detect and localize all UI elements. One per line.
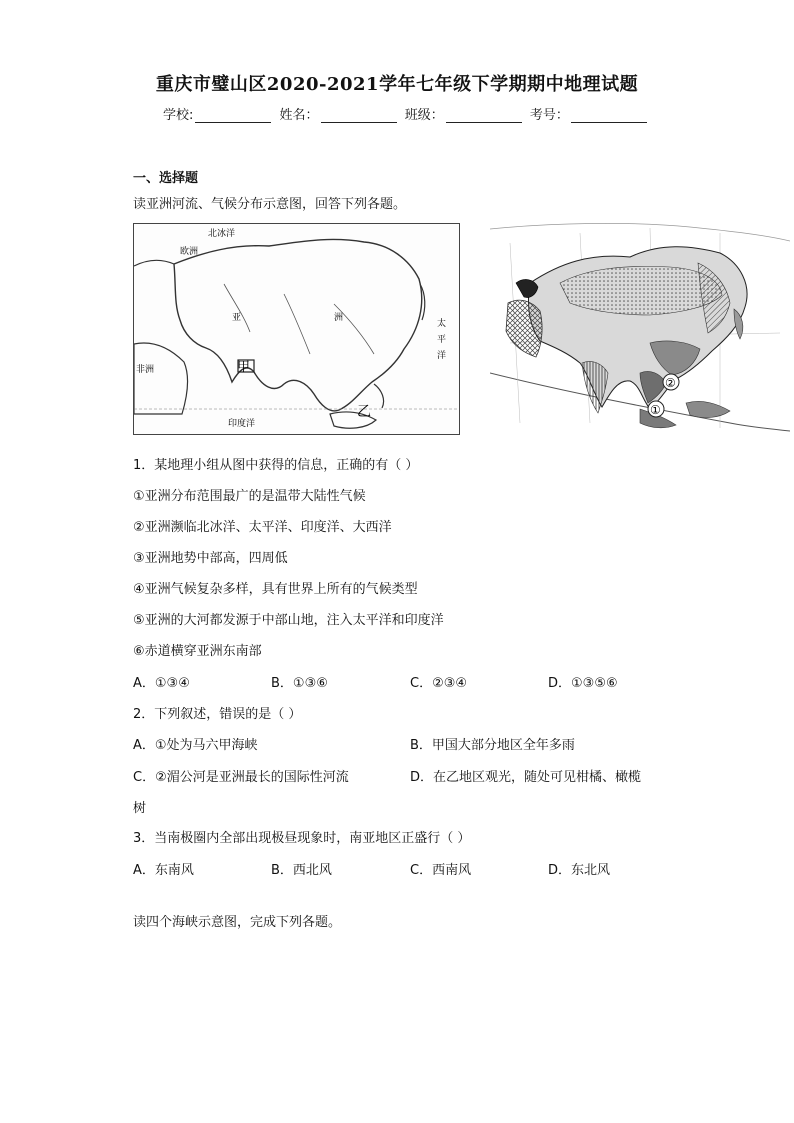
question-2-stem: 2．下列叙述，错误的是（ ） [133, 707, 302, 722]
question-1-item: ①亚洲分布范围最广的是温带大陆性气候 [133, 489, 366, 504]
class-blank[interactable] [446, 108, 522, 123]
question-2-option-b[interactable]: B．甲国大部分地区全年多雨 [410, 738, 575, 753]
exam-number-field[interactable] [530, 104, 647, 123]
question-2-option-d[interactable]: D．在乙地区观光，随处可见柑橘、橄榄 [410, 770, 642, 785]
asia-climate-map-drawing [490, 223, 790, 435]
question-1-item: ③亚洲地势中部高，四周低 [133, 551, 288, 566]
question-1-item: ⑥赤道横穿亚洲东南部 [133, 644, 262, 659]
exam-number-label: 考号： [529, 108, 569, 123]
question-1-item: ④亚洲气候复杂多样，具有世界上所有的气候类型 [133, 582, 418, 597]
question-3-option-a[interactable]: A．东南风 [133, 863, 194, 878]
asia-rivers-map-drawing [134, 224, 459, 434]
pacific-char-1: 太 [437, 319, 447, 329]
exam-number-blank[interactable] [571, 108, 647, 123]
question-3-option-d[interactable]: D．东北风 [548, 863, 611, 878]
question-3-option-c[interactable]: C．西南风 [410, 863, 472, 878]
jia-label: 甲 [237, 360, 251, 375]
class-field[interactable] [405, 104, 522, 123]
asia-char-ya: 亚 [232, 313, 242, 323]
school-blank[interactable] [195, 108, 271, 123]
question-3-stem: 3．当南极圈内全部出现极昼现象时，南亚地区正盛行（ ） [133, 831, 471, 846]
question-2-option-d-continuation: 树 [133, 801, 147, 816]
asia-char-zhou: 洲 [334, 313, 344, 323]
page-title: 重庆市璧山区2020-2021学年七年级下学期期中地理试题 [155, 74, 639, 95]
class-label: 班级： [404, 108, 444, 123]
question-1-option-a[interactable]: A．①③④ [133, 676, 190, 691]
name-field[interactable] [280, 104, 397, 123]
indian-ocean-label: 印度洋 [228, 419, 256, 429]
question-2-option-a[interactable]: A．①处为马六甲海峡 [133, 738, 258, 753]
pacific-char-3: 洋 [437, 351, 447, 361]
question-1-item: ②亚洲濒临北冰洋、太平洋、印度洋、大西洋 [133, 520, 392, 535]
student-info-fields [163, 104, 651, 123]
school-label: 学校: [163, 108, 194, 123]
asia-climate-map [490, 223, 790, 435]
name-blank[interactable] [321, 108, 397, 123]
name-label: 姓名： [279, 108, 319, 123]
question-1-option-b[interactable]: B．①③⑥ [271, 676, 328, 691]
arctic-ocean-label: 北冰洋 [208, 229, 236, 239]
next-section-intro: 读四个海峡示意图，完成下列各题。 [133, 915, 342, 930]
yi-label: 乙 [357, 404, 371, 420]
marker-2-label: ② [665, 376, 676, 390]
question-3-option-b[interactable]: B．西北风 [271, 863, 332, 878]
marker-1-label: ① [650, 403, 661, 417]
asia-rivers-map [133, 223, 460, 435]
section-intro: 读亚洲河流、气候分布示意图，回答下列各题。 [133, 197, 407, 212]
section-title: 一、选择题 [133, 171, 199, 186]
africa-label: 非洲 [136, 365, 155, 375]
school-field[interactable] [163, 104, 271, 123]
question-1-item: ⑤亚洲的大河都发源于中部山地，注入太平洋和印度洋 [133, 613, 444, 628]
question-1-option-c[interactable]: C．②③④ [410, 676, 468, 691]
question-1-stem: 1．某地理小组从图中获得的信息，正确的有（ ） [133, 458, 419, 473]
pacific-char-2: 平 [437, 335, 447, 345]
question-2-option-c[interactable]: C．②湄公河是亚洲最长的国际性河流 [133, 770, 349, 785]
question-1-option-d[interactable]: D．①③⑤⑥ [548, 676, 618, 691]
europe-label: 欧洲 [180, 247, 199, 257]
